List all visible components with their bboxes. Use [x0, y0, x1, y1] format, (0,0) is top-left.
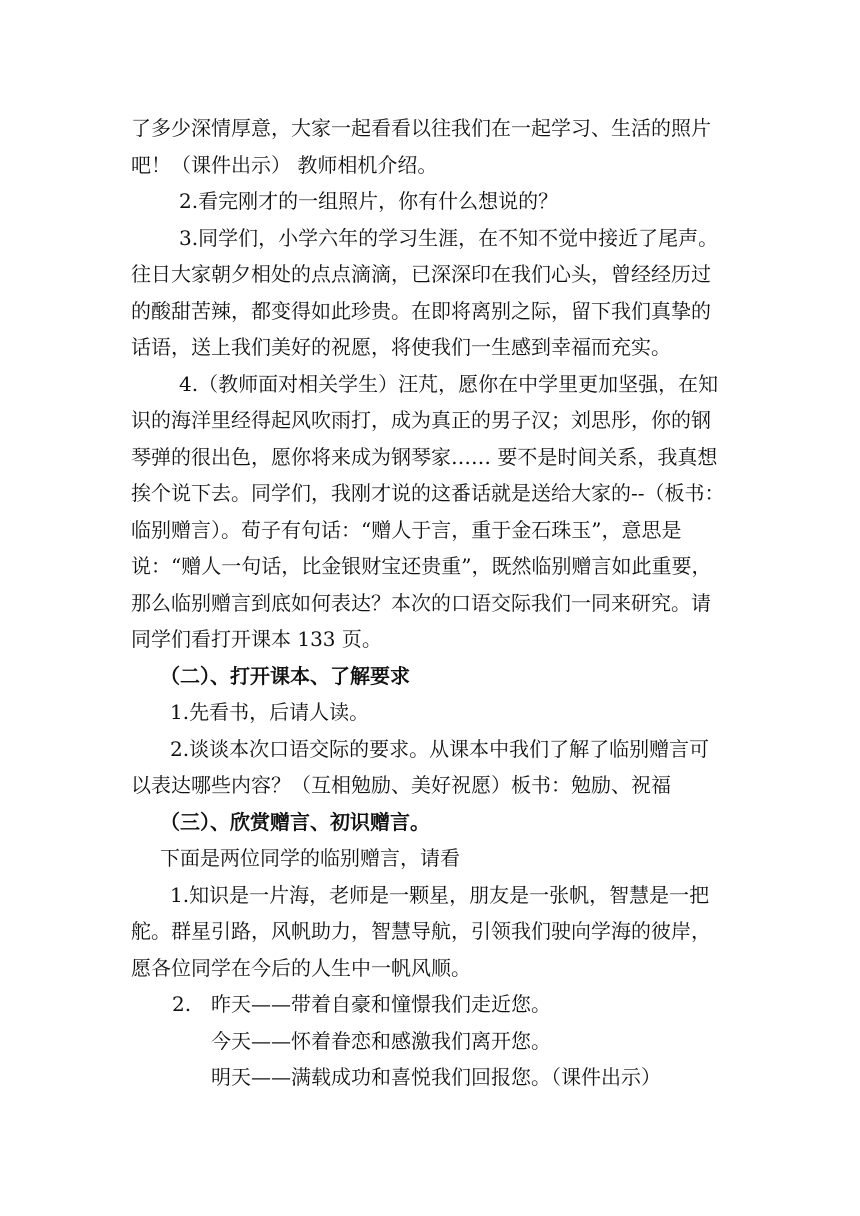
item-4-line-3: 琴弹的很出色，愿你将来成为钢琴家…… 要不是时间关系，我真想 [131, 445, 718, 469]
section-2-item-2-line-2: 以表达哪些内容？（互相勉励、美好祝愿）板书：勉励、祝福 [131, 773, 671, 797]
body-line-1: 了多少深情厚意，大家一起看看以往我们在一起学习、生活的照片 [131, 116, 711, 140]
item-3-line-2: 往日大家朝夕相处的点点滴滴，已深深印在我们心头，曾经经历过 [131, 262, 711, 286]
item-4-line-6: 说：“赠人一句话，比金银财宝还贵重”，既然临别赠言如此重要， [131, 554, 712, 578]
item-4-line-2: 识的海洋里经得起风吹雨打，成为真正的男子汉；刘思彤，你的钢 [131, 408, 711, 432]
quote-1-line-3: 愿各位同学在今后的人生中一帆风顺。 [131, 956, 471, 980]
quote-2-number: 2. [172, 992, 192, 1016]
section-2-item-1: 1.先看书，后请人读。 [170, 700, 370, 724]
section-2-item-2-line-1: 2.谈谈本次口语交际的要求。从课本中我们了解了临别赠言可 [170, 737, 710, 761]
item-4-line-1: 4.（教师面对相关学生）汪芃，愿你在中学里更加坚强，在知 [179, 372, 719, 396]
quote-2-line-3: 明天——满载成功和喜悦我们回报您。（课件出示） [211, 1065, 661, 1089]
item-3-line-3: 的酸甜苦辣，都变得如此珍贵。在即将离别之际，留下我们真挚的 [131, 299, 711, 323]
quote-1-line-1: 1.知识是一片海，老师是一颗星，朋友是一张帆，智慧是一把 [170, 883, 710, 907]
quote-1-line-2: 舵。群星引路，风帆助力，智慧导航，引领我们驶向学海的彼岸， [131, 919, 711, 943]
body-line-2: 吧！（课件出示） 教师相机介绍。 [131, 153, 438, 177]
item-4-line-8: 同学们看打开课本 133 页。 [131, 627, 382, 651]
item-3-line-4: 话语，送上我们美好的祝愿，将使我们一生感到幸福而充实。 [131, 335, 671, 359]
quote-2-line-2: 今天——怀着眷恋和感激我们离开您。 [211, 1029, 551, 1053]
item-4-line-5: 临别赠言）。荀子有句话：“赠人于言，重于金石珠玉”，意思是 [131, 518, 682, 542]
item-4-line-4: 挨个说下去。同学们，我刚才说的这番话就是送给大家的--（板书： [131, 481, 725, 505]
quote-2-line-1: 昨天——带着自豪和憧憬我们走近您。 [211, 992, 551, 1016]
section-heading-2: （二）、打开课本、了解要求 [160, 664, 410, 688]
item-4-line-7: 那么临别赠言到底如何表达？本次的口语交际我们一同来研究。请 [131, 591, 711, 615]
section-heading-3: （三）、欣赏赠言、初识赠言。 [160, 810, 430, 834]
item-2-line: 2.看完刚才的一组照片，你有什么想说的？ [179, 189, 559, 213]
section-3-intro: 下面是两位同学的临别赠言，请看 [160, 846, 460, 870]
item-3-line-1: 3.同学们，小学六年的学习生涯，在不知不觉中接近了尾声。 [179, 226, 719, 250]
